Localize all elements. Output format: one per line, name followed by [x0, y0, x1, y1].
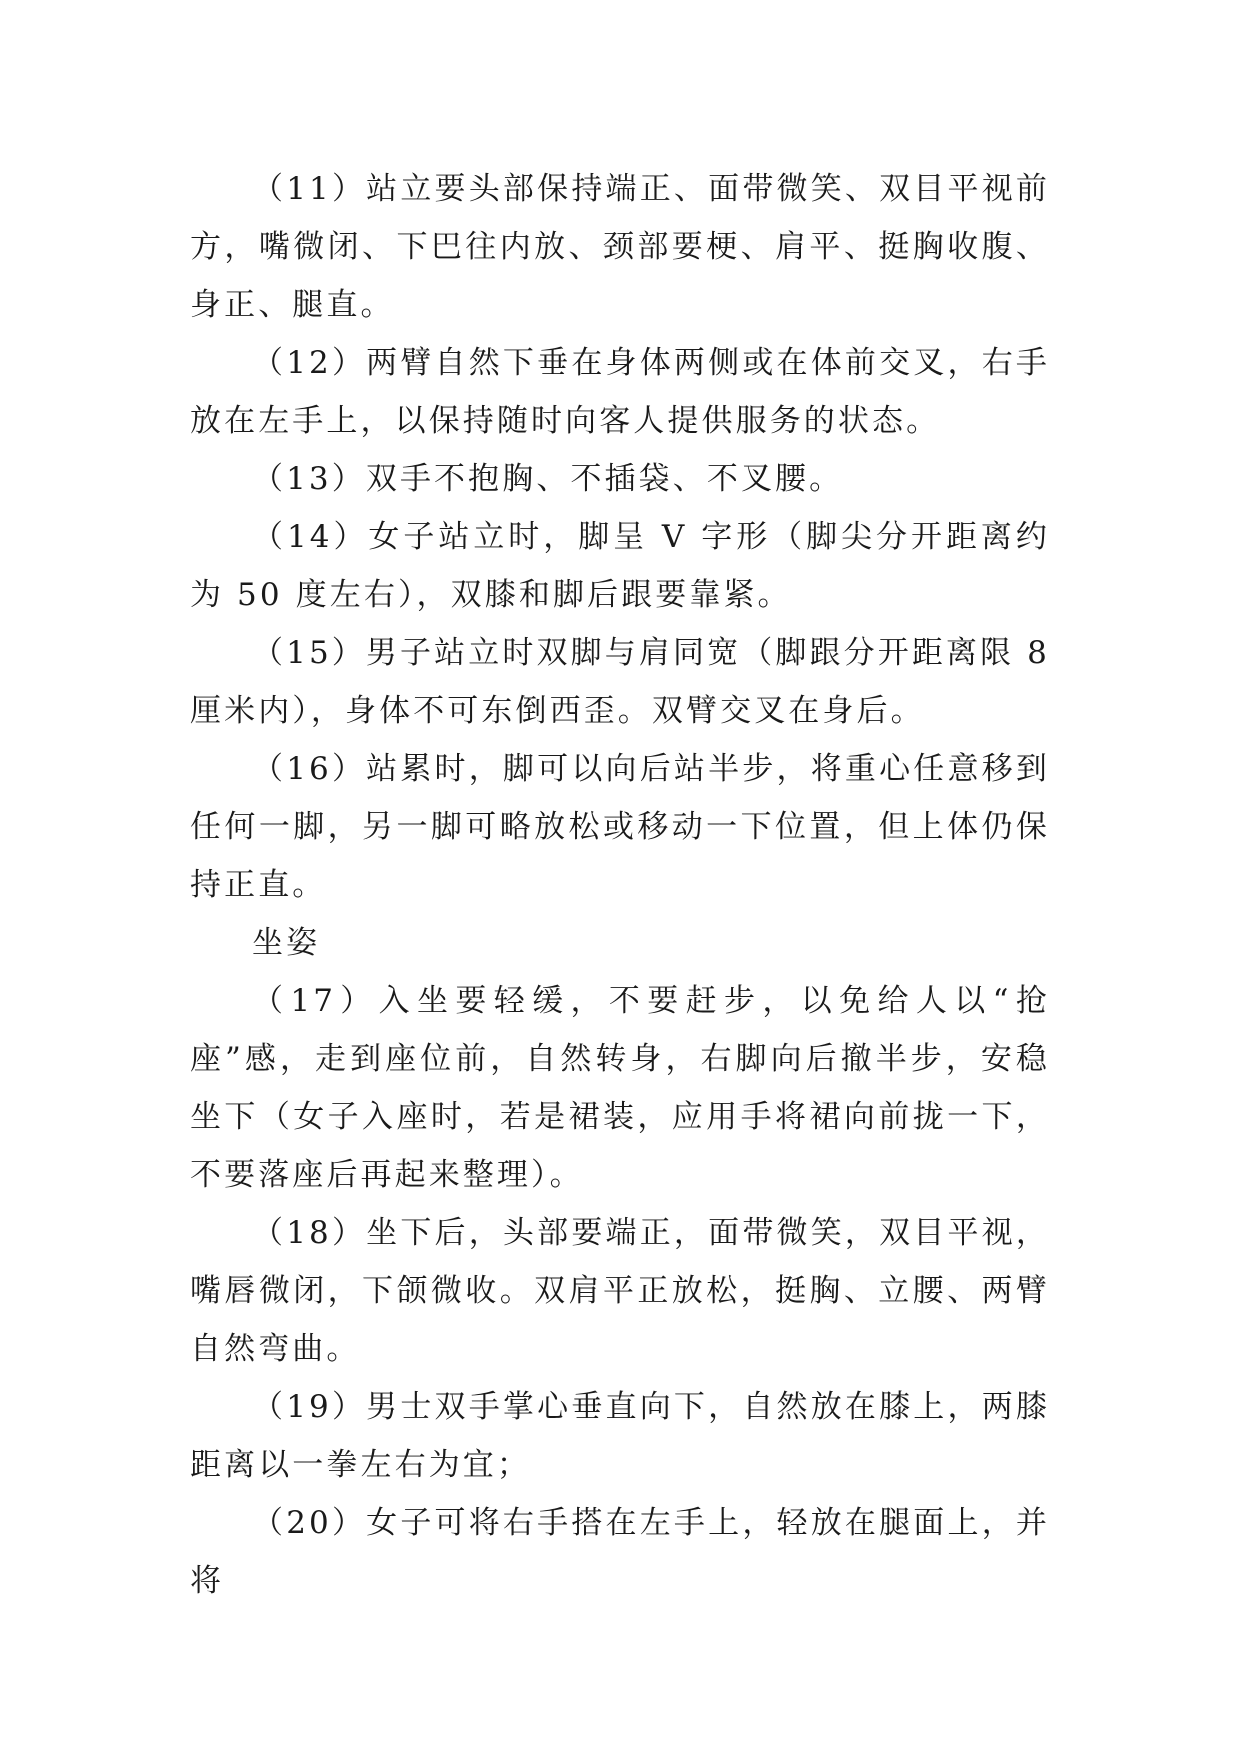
paragraph-19: （19）男士双手掌心垂直向下，自然放在膝上，两膝距离以一拳左右为宜； — [190, 1389, 1050, 1483]
paragraph-20: （20）女子可将右手搭在左手上，轻放在腿面上，并将 — [190, 1505, 1050, 1599]
document-body — [190, 160, 1050, 1610]
section-heading: 坐姿 — [252, 925, 321, 961]
paragraph-18: （18）坐下后，头部要端正，面带微笑，双目平视，嘴唇微闭，下颌微收。双肩平正放松，挺胸、立腰、两臂自然弯曲。 — [190, 1215, 1050, 1367]
paragraph-17: （17）入坐要轻缓，不要赶步，以免给人以“抢座”感，走到座位前，自然转身，右脚向后撤半步，安稳坐下（女子入座时，若是裙装，应用手将裙向前拢一下，不要落座后再起来整理）。 — [190, 983, 1050, 1193]
paragraph-13: （13）双手不抱胸、不插袋、不叉腰。 — [252, 461, 844, 497]
paragraph-16: （16）站累时，脚可以向后站半步，将重心任意移到任何一脚，另一脚可略放松或移动一下位置，但上体仍保持正直。 — [190, 751, 1050, 903]
paragraph-11: （11）站立要头部保持端正、面带微笑、双目平视前方，嘴微闭、下巴往内放、颈部要梗、肩平、挺胸收腹、身正、腿直。 — [190, 171, 1050, 323]
paragraph-14: （14）女子站立时，脚呈 V 字形（脚尖分开距离约为 50 度左右），双膝和脚后跟要靠紧。 — [190, 519, 1050, 613]
paragraph-15: （15）男子站立时双脚与肩同宽（脚跟分开距离限 8 厘米内），身体不可东倒西歪。双臂交叉在身后。 — [190, 635, 1050, 729]
paragraph-12: （12）两臂自然下垂在身体两侧或在体前交叉，右手放在左手上，以保持随时向客人提供服务的状态。 — [190, 345, 1050, 439]
